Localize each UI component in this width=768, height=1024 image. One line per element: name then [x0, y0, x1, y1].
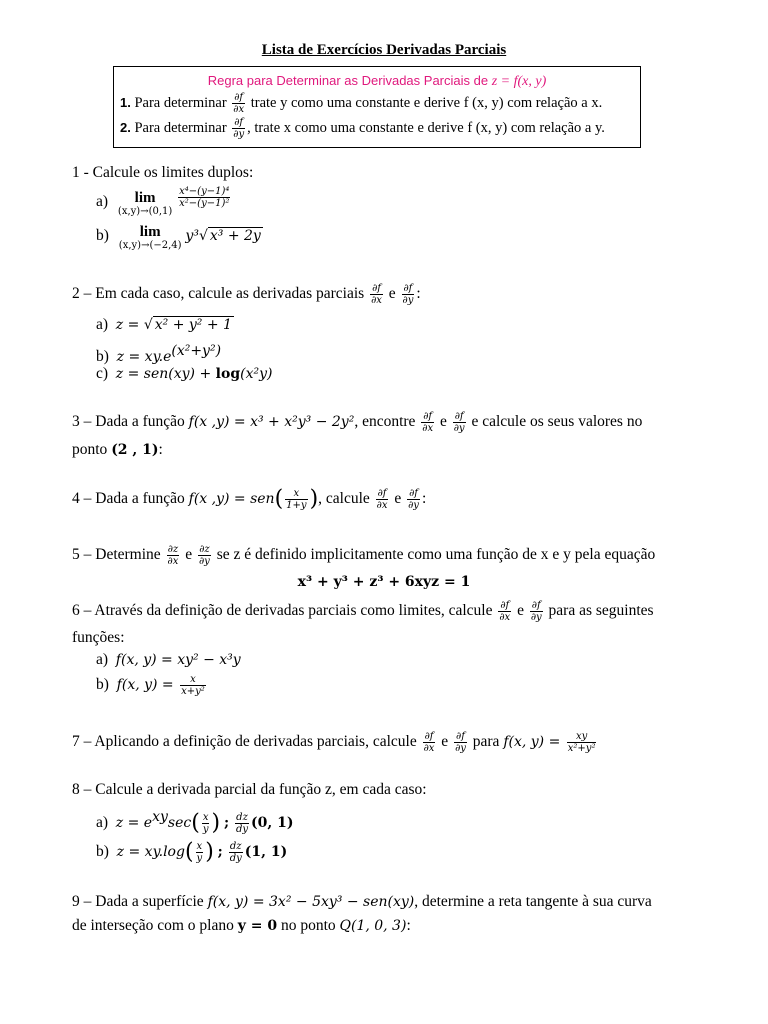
q3-line1: 3 – Dada a função f(x ,y) = x³ + x²y³ − 2y², encontre $\frac{\partial f}{\partial x}$ e $\frac{\partial f}{\partial y}$ e calcule os seus valores no — [72, 411, 643, 434]
rule-box — [113, 66, 641, 148]
rule-title: Regra para Determinar as Derivadas Parciais de z = f(x, y) — [207, 73, 547, 89]
q1-a: a) lim (x,y)→(0,1) $\frac{\text{x⁴−(y−1)⁴}}{\text{x²−(y−1)²}}$ — [96, 186, 230, 217]
q2-heading: 2 – Em cada caso, calcule as derivadas parciais $\frac{\partial f}{\partial x}$ e $\frac{\partial f}{\partial y}$ : — [72, 283, 421, 306]
page-title: Lista de Exercícios Derivadas Parciais — [261, 42, 507, 58]
q6-b: b) f(x, y) = $\frac{x}{\text{x+y²}}$ — [96, 674, 205, 697]
q1-heading: 1 - Calcule os limites duplos: — [72, 164, 254, 181]
q2-c: c) z = sen(xy) + log(x²y) — [96, 365, 273, 382]
q6-line2: funções: — [72, 629, 125, 646]
q8-b: b) z = xy.log( $\frac{x}{y}$ ) ; $\frac{dz}{dy}$ (1, 1) — [96, 839, 288, 865]
q2-a: a) z = √ x² + y² + 1 — [96, 316, 232, 333]
q9-line2: de interseção com o plano y = 0 no ponto Q(1, 0, 3): — [72, 917, 411, 934]
q5-line: 5 – Determine $\frac{\partial z}{\partial x}$ e $\frac{\partial z}{\partial y}$ se z é definido implicitamente como uma função de x e y pela equação — [72, 544, 656, 567]
q5-equation: x³ + y³ + z³ + 6xyz = 1 — [297, 574, 471, 590]
q9-line1: 9 – Dada a superfície f(x, y) = 3x² − 5xy³ − sen(xy), determine a reta tangente à sua curva — [72, 893, 652, 910]
q6-a: a) f(x, y) = xy² − x³y — [96, 651, 241, 668]
q4-line: 4 – Dada a função f(x ,y) = sen( $\frac{x}{1+y}$ ), calcule $\frac{\partial f}{\partial x}$ e $\frac{\partial f}{\partial y}$ : — [72, 486, 427, 512]
q1-b: b) lim (x,y)→(−2,4) y³√ x³ + 2y — [96, 224, 261, 251]
q8-a: a) $z = e^{xy}\sec$( $\frac{x}{y}$ ) ; $\frac{dz}{dy}$ (0, 1) — [96, 809, 294, 836]
rule-item-1: 1. Para determinar $\frac{\partial f}{\partial x}$ trate y como uma constante e derive f (x, y) com relação a x. — [120, 92, 603, 115]
q8-heading: 8 – Calcule a derivada parcial da função z, em cada caso: — [72, 781, 427, 798]
q7-line: 7 – Aplicando a definição de derivadas parciais, calcule $\frac{\partial f}{\partial x}$ e $\frac{\partial f}{\partial y}$ para f(x, y) = $\frac{xy}{\text{x²+y²}}$ — [72, 731, 596, 754]
q3-line2: ponto (2 , 1): — [72, 441, 163, 458]
q2-b: b) $z = xy.e^{(x^2+y^2)}$ — [96, 343, 222, 366]
rule-item-2: 2. Para determinar $\frac{\partial f}{\partial y}$ , trate x como uma constante e derive f (x, y) com relação a y. — [120, 117, 605, 140]
q6-line1: 6 – Através da definição de derivadas parciais como limites, calcule $\frac{\partial f}{\partial x}$ e $\frac{\partial f}{\partial y}$ para as seguintes — [72, 600, 654, 623]
